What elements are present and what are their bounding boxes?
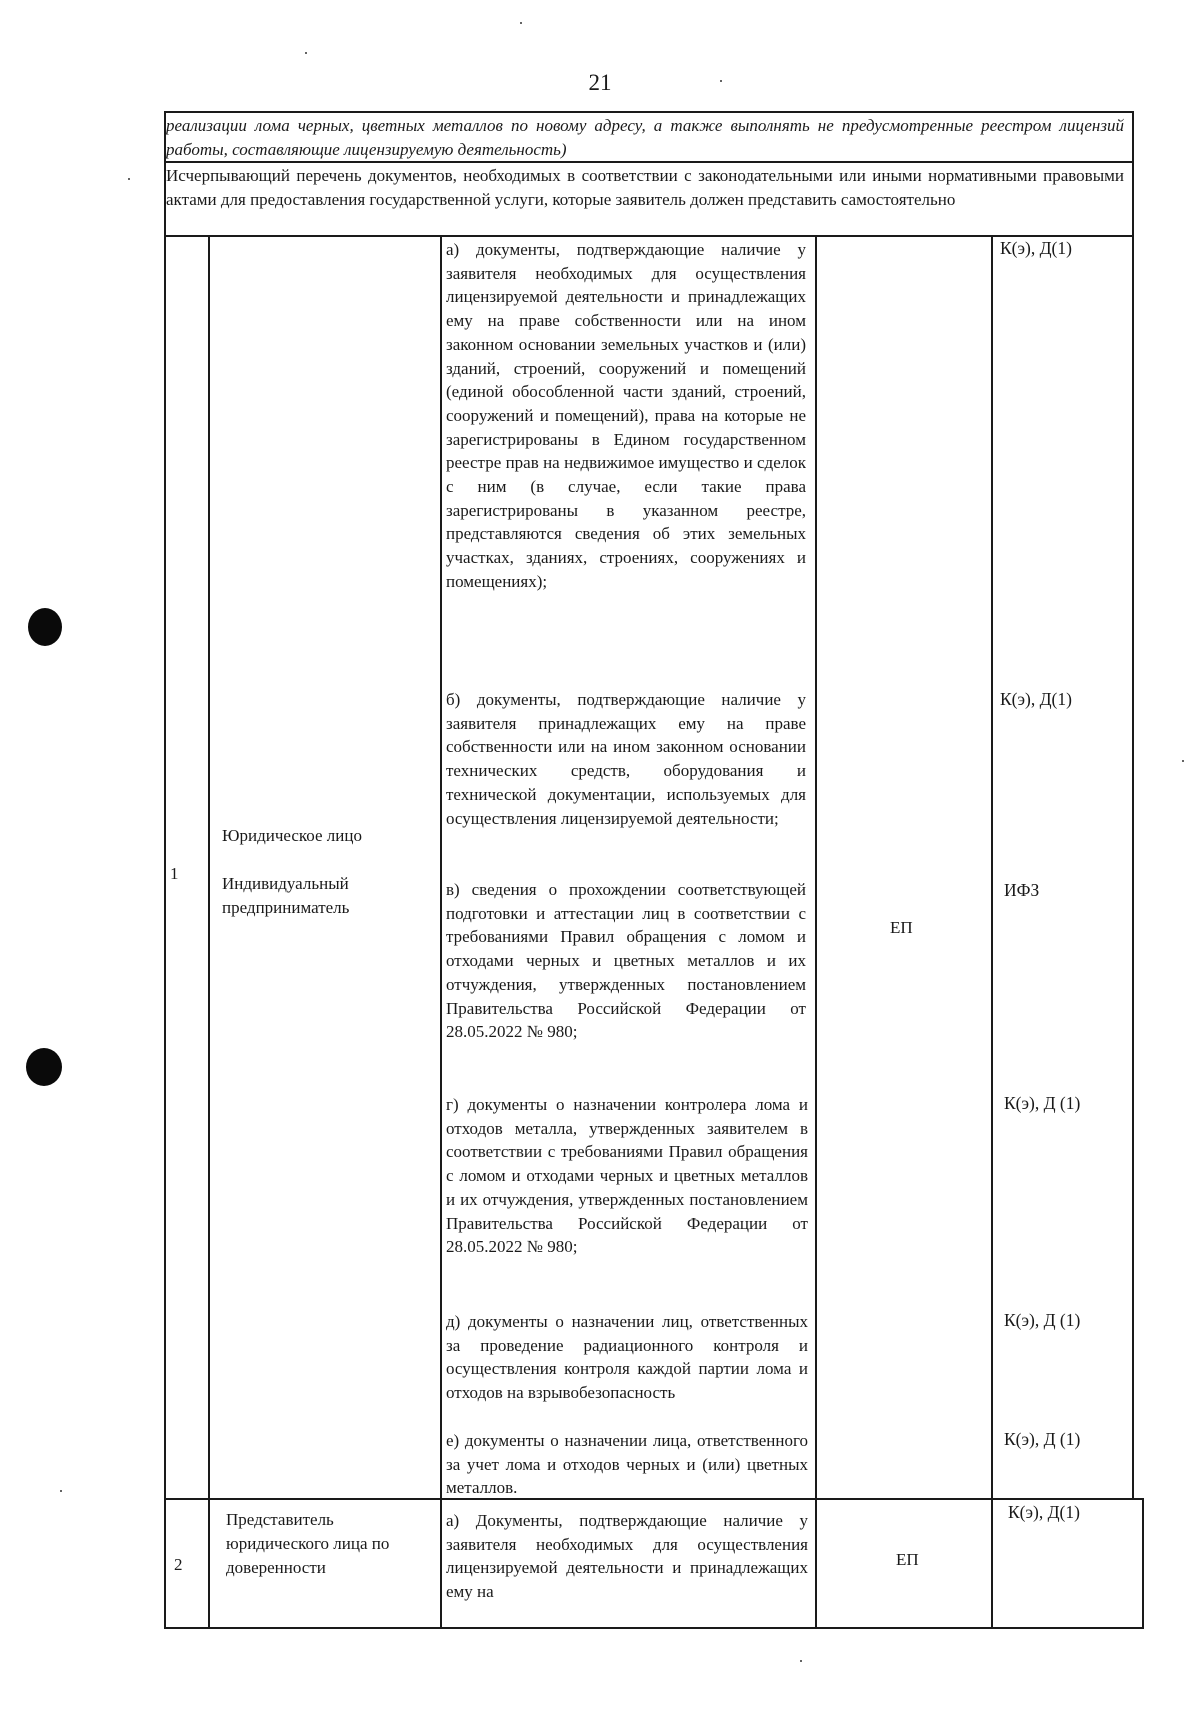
applicant-type-individual: Индивидуальный — [222, 874, 349, 893]
document-item: в) сведения о прохождении соответствующей подготовки и аттестации лиц в соответствии с требованиями Правил обращения с ломом и отходами черных и цветных металлов и их отчуждения, утвержденных постановлением Правительства Российской Федерации от 28.05.2022 № 980; — [446, 880, 806, 1042]
document-code: К(э), Д(1) — [1000, 689, 1072, 709]
scan-speck — [1182, 760, 1184, 762]
document-code: К(э), Д(1) — [1000, 238, 1072, 258]
scan-speck — [520, 22, 522, 24]
document-item: д) документы о назначении лиц, ответственных за проведение радиационного контроля и осуществления контроля каждой партии лома и отходов на взрывобезопасность — [446, 1312, 808, 1403]
document-code: К(э), Д (1) — [1004, 1093, 1081, 1113]
document-item: г) документы о назначении контролера лома и отходов металла, утвержденных заявителем в соответствии с требованиями Правил обращения с ломом и отходами черных и цветных металлов и их отчуждения, утвержденных постановлением Правительства Российской Федерации от 28.05.2022 № 980; — [446, 1095, 808, 1257]
scan-speck — [60, 1490, 62, 1492]
document-code: К(э), Д(1) — [1008, 1502, 1080, 1522]
document-code: К(э), Д (1) — [1004, 1310, 1081, 1330]
applicant-type-legal-entity: Юридическое лицо — [222, 826, 362, 845]
header-note: реализации лома черных, цветных металлов по новому адресу, а также выполнять не предусмотренные реестром лицензий работы, составляющие лицензируемую деятельность) — [166, 116, 1124, 159]
applicant-type-entrepreneur: предприниматель — [222, 898, 350, 917]
documents-list-heading: Исчерпывающий перечень документов, необходимых в соответствии с законодательными или иными нормативными правовыми актами для предоставления государственной услуги, которые заявитель должен представить самостоятельно — [166, 166, 1124, 209]
scan-speck — [128, 178, 130, 180]
submission-form: ЕП — [890, 918, 913, 937]
document-code: К(э), Д (1) — [1004, 1429, 1081, 1449]
applicant-cell — [226, 1508, 436, 1580]
page-number: 21 — [588, 70, 612, 95]
scan-speck — [720, 80, 722, 82]
document-item: а) Документы, подтверждающие наличие у заявителя необходимых для осуществления лицензируемой деятельности и принадлежащих ему на — [446, 1511, 808, 1602]
applicant-type-representative-line3: доверенности — [226, 1558, 326, 1577]
punch-hole-mark — [28, 608, 62, 646]
document-item: а) документы, подтверждающие наличие у заявителя необходимых для осуществления лицензируемой деятельности и принадлежащих ему на праве собственности или на ином законном основании земельных участков и (или) зданий, строений, сооружений и помещений (единой обособленной части зданий, строений, сооружений и помещений), права на которые не зарегистрированы в Едином государственном реестре прав на недвижимое имущество и сделок с ним (в случае, если такие права зарегистрированы в указанном реестре, представляются сведения об этих земельных участках, зданиях, строениях, сооружениях и помещениях); — [446, 240, 806, 591]
document-item: б) документы, подтверждающие наличие у заявителя принадлежащих ему на праве собственности или на ином законном основании технических средств, оборудования и технической документации, используемых для осуществления лицензируемой деятельности; — [446, 690, 806, 828]
row-number: 1 — [170, 864, 179, 883]
document-code: ИФЗ — [1004, 880, 1040, 900]
scan-speck — [305, 52, 307, 54]
scan-speck — [800, 1660, 802, 1662]
row-number: 2 — [174, 1555, 183, 1574]
submission-form: ЕП — [896, 1550, 919, 1569]
document-item: е) документы о назначении лица, ответственного за учет лома и отходов черных и (или) цветных металлов. — [446, 1431, 808, 1498]
applicant-cell — [222, 824, 432, 920]
applicant-type-representative: Представитель — [226, 1510, 334, 1529]
applicant-type-representative-line2: юридического лица по — [226, 1534, 390, 1553]
punch-hole-mark — [26, 1048, 62, 1086]
